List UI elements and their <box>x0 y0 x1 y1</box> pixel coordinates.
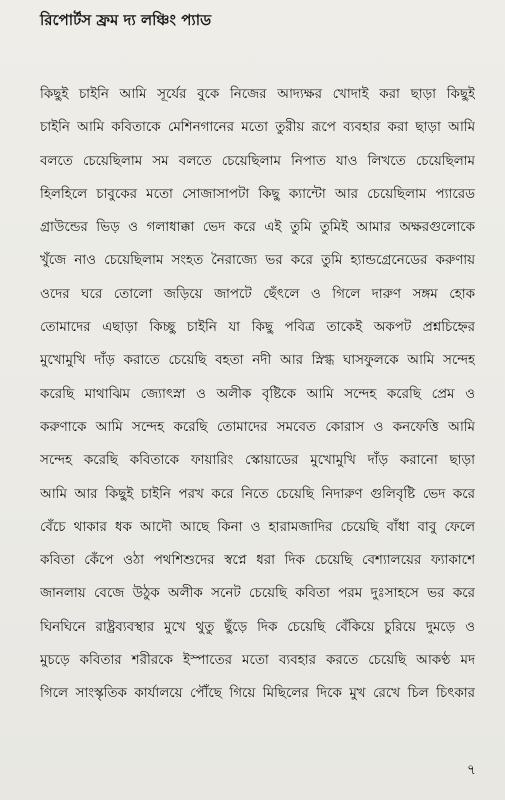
text-line: হিলহিলে চাবুকের মতো সোজাসাপটা কিছু ক্যান্টো আর চেয়েছিলাম প্যারেড <box>40 186 475 202</box>
text-line: বেঁচে থাকার ধক আদৌ আছে কিনা ও হারামজাদির চেয়েছি বাঁধা বাবু ফেলে <box>40 519 475 535</box>
text-line: মুচড়ে কবিতার শরীরকে ইস্পাতের মতো ব্যবহার করতে চেয়েছি আকণ্ঠ মদ <box>40 653 475 669</box>
text-line: করুণাকে আমি সন্দেহ করেছি তোমাদের সমবেত কোরাস ও কনফেত্তি আমি <box>40 419 475 435</box>
text-line: সন্দেহ করেছি কবিতাকে ফায়ারিং স্কোয়াডের মুখোমুখি দাঁড় করানো ছাড়া <box>40 453 475 469</box>
page-title: রিপোর্টস ফ্রম দ্য লঞ্চিং প্যাড <box>40 11 212 29</box>
text-line: করেছি মাথাঝিম জ্যোৎস্না ও অলীক বৃষ্টিকে আমি সন্দেহ করেছি প্রেম ও <box>40 386 475 402</box>
text-line: জানলায় বেজে উঠুক অলীক সনেট চেয়েছি কবিতা পরম দুঃসাহসে ভর করে <box>40 586 475 602</box>
text-line: কিছুই চাইনি আমি সূর্যের বুকে নিজের আদ্যক্ষর খোদাই করা ছাড়া কিছুই <box>40 87 475 102</box>
text-line: আমি আর কিছুই চাইনি পরখ করে নিতে চেয়েছি নিদারুণ গুলিবৃষ্টি ভেদ করে <box>40 486 475 502</box>
poem-body <box>40 78 475 711</box>
text-line: চাইনি আমি কবিতাকে মেশিনগানের মতো তুরীয় রূপে ব্যবহার করা ছাড়া আমি <box>40 120 475 136</box>
page-number: ৭ <box>466 762 476 778</box>
text-line: কবিতা কেঁপে ওঠা পথশিশুদের স্বপ্নে ধরা দিক চেয়েছি বেশ্যালয়ের ফ্যাকাশে <box>40 553 475 569</box>
text-line: তোমাদের এছাড়া কিচ্ছু চাইনি যা কিছু পবিত্র তাকেই অকপট প্রশ্নচিহ্নের <box>40 320 475 336</box>
text-line: বলতে চেয়েছিলাম সম বলতে চেয়েছিলাম নিপাত যাও লিখতে চেয়েছিলাম <box>40 153 475 169</box>
text-line: ঘিনঘিনে রাষ্ট্রব্যবস্থার মুখে থুতু ছুঁড়ে দিক চেয়েছি বেঁকিয়ে চুরিয়ে দুমড়ে ও <box>40 619 475 635</box>
text-line: গিলে সাংস্কৃতিক কার্যালয়ে পৌঁছে গিয়ে মিছিলের দিকে মুখ রেখে চিল চিৎকার <box>40 686 475 702</box>
text-line: গ্রাউন্ডের ভিড় ও গলাধাক্কা ভেদ করে এই তুমি তুমিই আমার অক্ষরগুলোকে <box>40 220 475 236</box>
text-line: ওদের ঘরে তোলো জড়িয়ে জাপটে ছেঁৎলে ও গিলে দারুণ সঙ্গম হোক <box>40 286 475 302</box>
text-line: খুঁজে নাও চেয়েছিলাম সংহত নৈরাজ্যে ভর করে তুমি হ্যান্ডগ্রেনেডের করুণায় <box>40 253 475 269</box>
text-line: মুখোমুখি দাঁড় করাতে চেয়েছি বহতা নদী আর স্নিগ্ধ ঘাসফুলকে আমি সন্দেহ <box>40 353 475 369</box>
